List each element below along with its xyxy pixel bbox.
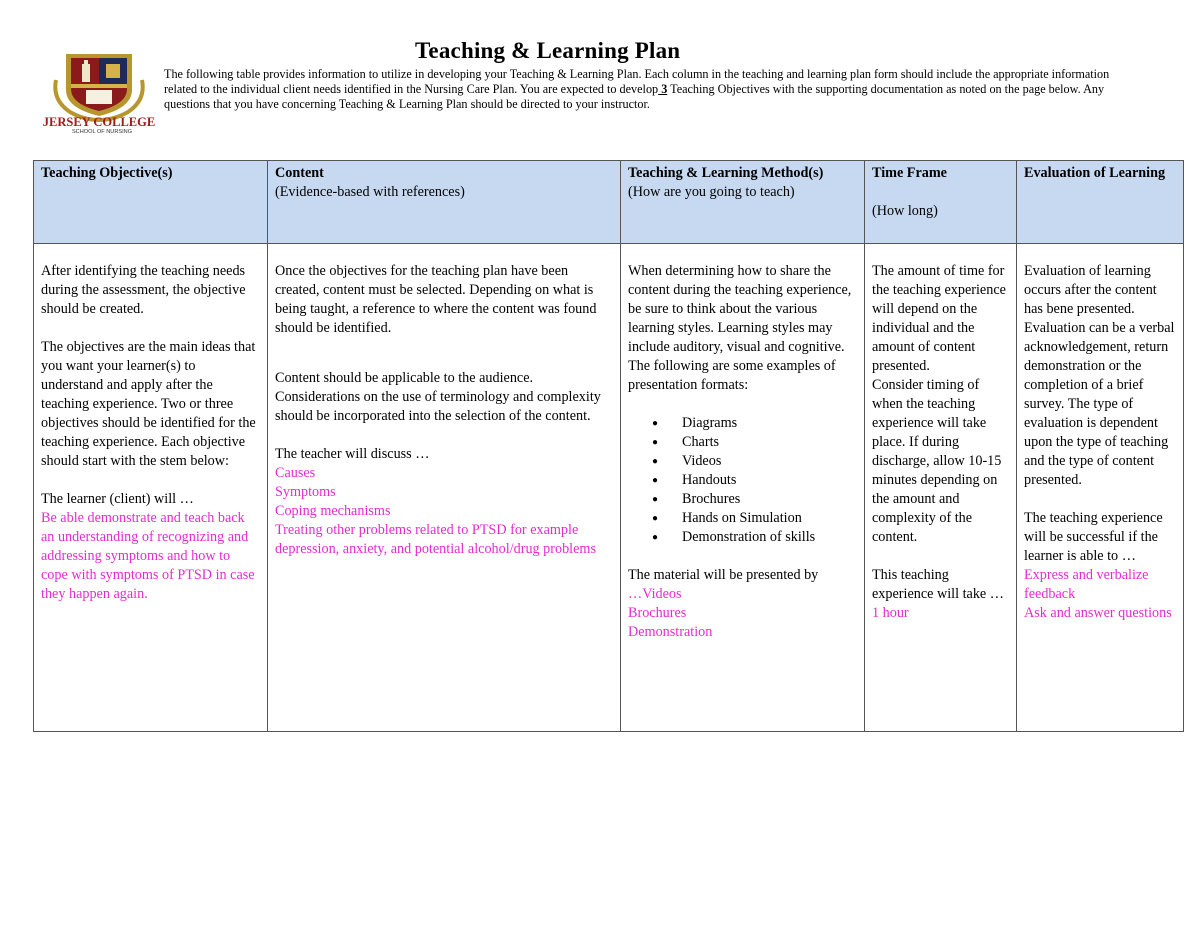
content-stem: The teacher will discuss …	[275, 446, 430, 462]
list-item: ● Brochures	[676, 490, 857, 509]
header-teaching-objectives: Teaching Objective(s)	[34, 161, 268, 244]
methods-stem: The material will be presented by	[628, 567, 819, 583]
list-item: ● Handouts	[676, 471, 857, 490]
header-content: Content (Evidence-based with references)	[268, 161, 621, 244]
list-item: ● Hands on Simulation	[676, 509, 857, 528]
table-row	[34, 244, 1184, 732]
list-item: ● Diagrams	[676, 414, 857, 433]
header-time-frame: Time Frame (How long)	[865, 161, 1017, 244]
evaluation-stem: The teaching experience will be successful if the learner is able to …	[1024, 510, 1163, 564]
content-answer-treatment: Treating other problems related to PTSD for example depression, anxiety, and potential alcohol/drug problems	[275, 522, 596, 557]
teaching-plan-table	[33, 160, 1184, 732]
objective-instructions: After identifying the teaching needs during the assessment, the objective should be created.	[41, 263, 246, 317]
page-title: Teaching & Learning Plan	[415, 38, 681, 63]
objective-description: The objectives are the main ideas that you want your learner(s) to understand and apply after the teaching experience. Two or three objectives should be identified for the teaching experience. Each objective should start with the stem below:	[41, 339, 256, 469]
logo-name: JERSEY COLLEGE	[42, 115, 156, 129]
cell-time-frame	[865, 244, 1017, 732]
evaluation-description: Evaluation of learning occurs after the content has bene presented. Evaluation can be a verbal acknowledgement, return demonstration or the completion of a brief survey. The type of evaluation is dependent upon the type of teaching and the type of content presented.	[1024, 263, 1175, 488]
content-answer-symptoms: Symptoms	[275, 484, 336, 500]
cell-objectives	[34, 244, 268, 732]
time-considerations: Consider timing of when the teaching experience will take place. If during discharge, allow 10-15 minutes depending on the amount and complexity of the content.	[872, 377, 1002, 545]
objective-count: 3	[658, 82, 668, 96]
jersey-college-logo	[40, 50, 158, 134]
objective-answer: Be able demonstrate and teach back an understanding of recognizing and addressing symptoms and how to cope with symptoms of PTSD in case they happen again.	[41, 510, 255, 602]
objective-stem: The learner (client) will …	[41, 491, 194, 507]
intro-before: The following table provides information to utilize in developing your Teaching & Learning Plan. Each column in the teaching and learning plan form should include the appropriate information related to the individual client needs identified in the Nursing Care Plan. You are expected to develop	[164, 67, 1110, 96]
intro-text	[164, 67, 1124, 112]
content-instructions: Once the objectives for the teaching plan have been created, content must be selected. Depending on what is being taught, a reference to where the content was found should be identified.	[275, 263, 597, 336]
content-description: Content should be applicable to the audience. Considerations on the use of terminology and complexity should be incorporated into the selection of the content.	[275, 370, 601, 424]
cell-evaluation	[1017, 244, 1184, 732]
list-item: ● Videos	[676, 452, 857, 471]
time-answer: 1 hour	[872, 605, 909, 621]
methods-answer-demonstration: Demonstration	[628, 624, 713, 640]
cell-methods	[621, 244, 865, 732]
evaluation-answer-feedback: Express and verbalize feedback	[1024, 567, 1149, 602]
content-answer-coping: Coping mechanisms	[275, 503, 391, 519]
header-teaching-methods: Teaching & Learning Method(s) (How are you going to teach)	[621, 161, 865, 244]
evaluation-answer-questions: Ask and answer questions	[1024, 605, 1172, 621]
methods-instructions: When determining how to share the content during the teaching experience, be sure to think about the various learning styles. Learning styles may include auditory, visual and cognitive. The following are some examples of presentation formats:	[628, 263, 852, 393]
table-header-row	[34, 161, 1184, 244]
time-description: The amount of time for the teaching experience will depend on the individual and the amount of content presented.	[872, 263, 1006, 374]
list-item: ● Charts	[676, 433, 857, 452]
methods-answer-brochures: Brochures	[628, 605, 687, 621]
list-item: ● Demonstration of skills	[676, 528, 857, 547]
logo-subtitle: SCHOOL OF NURSING	[71, 129, 133, 134]
methods-answer-videos: …Videos	[628, 586, 682, 602]
cell-content	[268, 244, 621, 732]
time-stem: This teaching experience will take …	[872, 567, 1004, 602]
presentation-formats-list	[628, 414, 857, 547]
header-evaluation: Evaluation of Learning	[1017, 161, 1184, 244]
content-answer-causes: Causes	[275, 465, 316, 481]
intro-after: Teaching Objectives with the supporting documentation as noted on the page below. Any questions that you have concerning Teaching & Learning Plan should be directed to your instructor.	[164, 82, 1105, 111]
